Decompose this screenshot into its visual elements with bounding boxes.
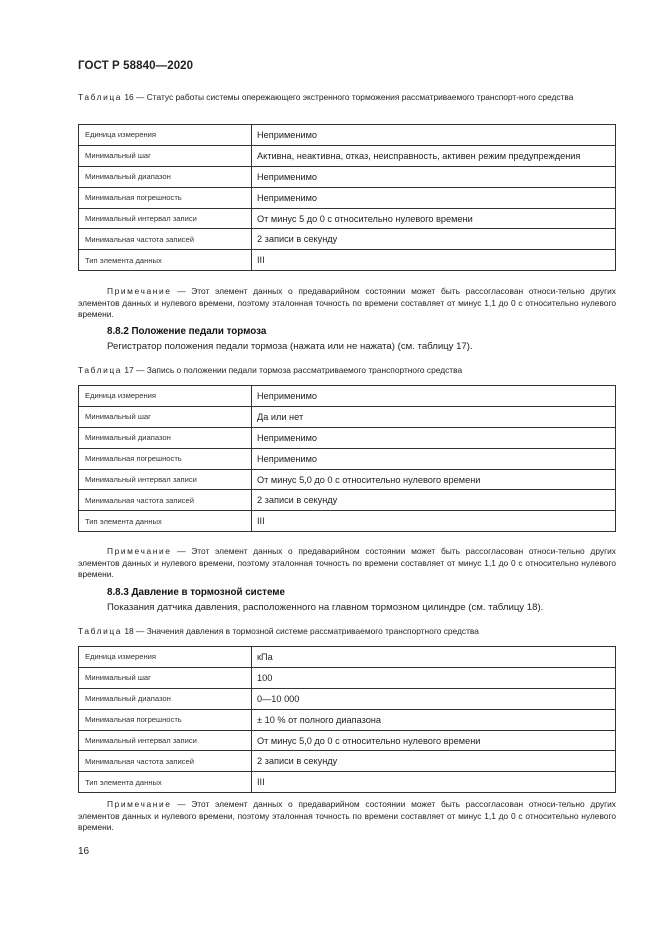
note-label: Примечание [107,546,172,556]
table-row [79,490,616,511]
note-text: — Этот элемент данных о предаварийном состоянии может быть рассогласован относи-тельно других элементов данных и нулевого времени, поэтому эталонная точность по времени составляет от минус 1,1 до 0 с относительно нулевого времени. [78,546,616,580]
row-key: Минимальная частота записей [79,490,252,511]
row-value: III [252,250,616,271]
table-row [79,386,616,407]
table-18-note [78,799,616,834]
table-row [79,751,616,772]
row-value: 0—10 000 [252,688,616,709]
row-value: Неприменимо [252,187,616,208]
row-key: Единица измерения [79,386,252,407]
caption-label: Таблица [78,365,123,375]
table-16-note [78,286,616,321]
note-text: — Этот элемент данных о предаварийном состоянии может быть рассогласован относи-тельно других элементов данных и нулевого времени, поэтому эталонная точность по времени составляет от минус 1,1 до 0 с относительно нулевого времени. [78,286,616,320]
table-16 [78,124,616,271]
table-row [79,406,616,427]
section-title: 8.8.2 Положение педали тормоза [107,326,267,337]
section-body: Показания датчика давления, расположенного на главном тормозном цилиндре (см. таблицу 18). [107,602,544,613]
row-value: Неприменимо [252,427,616,448]
caption-label: Таблица [78,626,123,636]
table-row [79,511,616,532]
table-row [79,166,616,187]
row-value: Да или нет [252,406,616,427]
table-row [79,688,616,709]
table-row [79,125,616,146]
row-key: Минимальный диапазон [79,166,252,187]
document-header: ГОСТ Р 58840—2020 [78,60,194,72]
table-row [79,667,616,688]
table-17-caption [78,365,616,377]
table-row [79,145,616,166]
row-key: Минимальный интервал записи [79,469,252,490]
table-17-note [78,546,616,581]
row-key: Тип элемента данных [79,511,252,532]
row-key: Минимальная погрешность [79,448,252,469]
table-16-caption [78,92,616,104]
row-key: Минимальная частота записей [79,229,252,250]
row-value: III [252,511,616,532]
row-value: Неприменимо [252,386,616,407]
table-row [79,448,616,469]
table-row [79,730,616,751]
row-value: 100 [252,667,616,688]
row-key: Единица измерения [79,647,252,668]
caption-text: 18 — Значения давления в тормозной системе рассматриваемого транспортного средства [122,626,479,636]
table-row [79,469,616,490]
row-value: ± 10 % от полного диапазона [252,709,616,730]
row-value: III [252,772,616,793]
page-number: 16 [78,846,90,857]
caption-text: 17 — Запись о положении педали тормоза рассматриваемого транспортного средства [122,365,463,375]
note-label: Примечание [107,286,172,296]
row-key: Минимальный диапазон [79,427,252,448]
caption-label: Таблица [78,92,123,102]
table-row [79,427,616,448]
table-row [79,250,616,271]
row-key: Минимальный шаг [79,406,252,427]
table-18 [78,646,616,793]
row-key: Минимальный шаг [79,667,252,688]
caption-text: 16 — Статус работы системы опережающего экстренного торможения рассматриваемого транспорт-ного средства [122,92,574,102]
row-key: Минимальный интервал записи [79,730,252,751]
table-17 [78,385,616,532]
row-key: Минимальная погрешность [79,709,252,730]
row-value: 2 записи в секунду [252,229,616,250]
row-value: кПа [252,647,616,668]
table-row [79,229,616,250]
section-title: 8.8.3 Давление в тормозной системе [107,587,285,598]
row-value: Активна, неактивна, отказ, неисправность, активен режим предупреждения [252,145,616,166]
row-key: Минимальный диапазон [79,688,252,709]
row-key: Минимальный шаг [79,145,252,166]
row-key: Единица измерения [79,125,252,146]
table-row [79,709,616,730]
table-row [79,187,616,208]
row-value: От минус 5,0 до 0 с относительно нулевого времени [252,730,616,751]
row-key: Тип элемента данных [79,772,252,793]
row-value: От минус 5 до 0 с относительно нулевого времени [252,208,616,229]
row-value: 2 записи в секунду [252,490,616,511]
row-key: Тип элемента данных [79,250,252,271]
row-value: От минус 5,0 до 0 с относительно нулевого времени [252,469,616,490]
row-value: 2 записи в секунду [252,751,616,772]
row-value: Неприменимо [252,448,616,469]
note-label: Примечание [107,799,172,809]
row-key: Минимальная частота записей [79,751,252,772]
table-18-caption [78,626,616,638]
table-row [79,772,616,793]
row-key: Минимальный интервал записи [79,208,252,229]
table-row [79,208,616,229]
row-value: Неприменимо [252,125,616,146]
table-row [79,647,616,668]
note-text: — Этот элемент данных о предаварийном состоянии может быть рассогласован относи-тельно других элементов данных и нулевого времени, поэтому эталонная точность по времени составляет от минус 1,1 до 0 с относительно нулевого времени. [78,799,616,833]
row-value: Неприменимо [252,166,616,187]
row-key: Минимальная погрешность [79,187,252,208]
section-body: Регистратор положения педали тормоза (нажата или не нажата) (см. таблицу 17). [107,341,473,352]
